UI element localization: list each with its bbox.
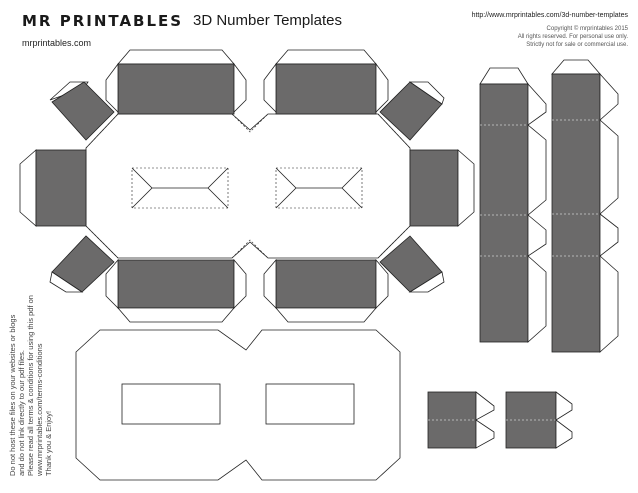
copyright-line: Strictly not for sale or commercial use. bbox=[526, 42, 628, 48]
side-panel-left bbox=[36, 150, 86, 226]
face-hole-left bbox=[122, 384, 220, 424]
small-block-one bbox=[428, 392, 494, 448]
brand-logo: MR PRINTABLES bbox=[22, 12, 184, 30]
terms-line: Please read all terms & conditions for using this pdf on bbox=[26, 295, 35, 476]
net-center-panel bbox=[86, 114, 410, 258]
number-eight-net bbox=[20, 50, 474, 322]
number-eight-face bbox=[76, 330, 400, 480]
small-block-two bbox=[506, 392, 572, 448]
side-panel-bottom-left bbox=[118, 260, 234, 308]
copyright-line: All rights reserved. For personal use only. bbox=[517, 34, 628, 40]
side-panel-right bbox=[410, 150, 458, 226]
side-panel-bottom-right bbox=[276, 260, 376, 308]
terms-line: Do not host these files on your websites or blogs bbox=[8, 314, 17, 476]
strip-two bbox=[552, 60, 618, 352]
copyright-line: Copyright © mrprintables 2015 bbox=[546, 26, 628, 32]
strip-one bbox=[480, 68, 546, 342]
side-panel-top-right bbox=[276, 64, 376, 114]
terms-line: www.mrprintables.com/terms-conditions bbox=[35, 343, 44, 476]
terms-line: Thank you & Enjoy! bbox=[44, 410, 53, 476]
face-hole-right bbox=[266, 384, 354, 424]
page-url: http://www.mrprintables.com/3d-number-templates bbox=[471, 12, 628, 19]
terms-line: and do not link directly to our pdf files. bbox=[17, 350, 26, 476]
site-name: mrprintables.com bbox=[22, 38, 92, 48]
side-panel-top-left bbox=[118, 64, 234, 114]
page-title: 3D Number Templates bbox=[193, 12, 342, 29]
